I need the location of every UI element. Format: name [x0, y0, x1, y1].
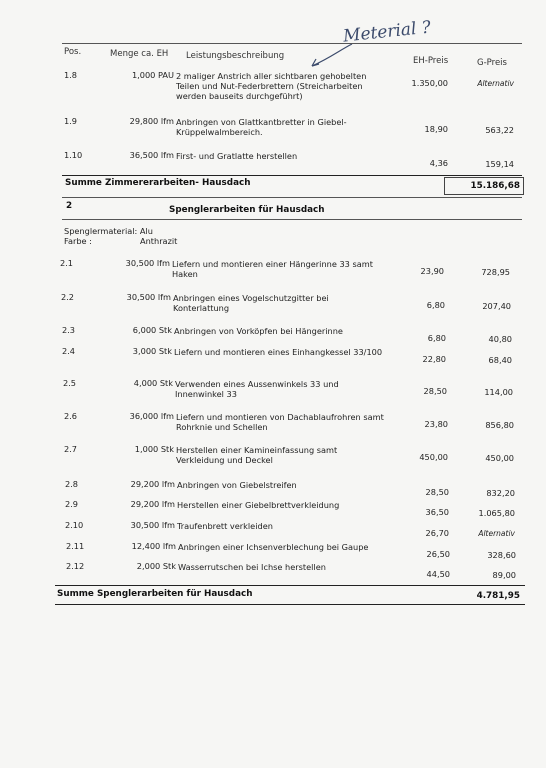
spengler-row-pos: 2.3: [62, 325, 76, 335]
spengler-row-qty: 36,000 lfm: [129, 411, 174, 421]
spengler-row-g-preis: 856,80: [485, 420, 514, 430]
spengler-row-description: Liefern und montieren eines Einhangkessel 33/100: [174, 347, 383, 357]
spengler-row-pos: 2.6: [64, 411, 78, 421]
header-g-preis: G-Preis: [477, 58, 507, 68]
zimmerer-row-qty: 36,500 lfm: [129, 150, 174, 160]
spengler-row-pos: 2.12: [66, 561, 85, 571]
material-farbe-label: Farbe :: [64, 236, 92, 246]
spengler-row-description: Anbringen von Giebelstreifen: [177, 480, 297, 490]
spengler-row-qty: 29,200 lfm: [130, 499, 175, 509]
zimmerer-row-pos: 1.9: [64, 116, 78, 126]
spengler-row-qty: 1,000 Stk: [134, 444, 174, 454]
zimmerer-row-description: Anbringen von Glattkantbretter in Giebel-Krüppelwalmbereich.: [176, 117, 347, 137]
spengler-row-g-preis: 450,00: [485, 453, 514, 463]
section2-title: Spenglerarbeiten für Hausdach: [169, 205, 325, 215]
header-menge-eh: Menge ca. EH: [110, 49, 169, 59]
spengler-row-eh-preis: 26,70: [425, 528, 449, 538]
spengler-row-eh-preis: 450,00: [419, 452, 448, 462]
spengler-row-qty: 2,000 Stk: [136, 561, 176, 571]
spengler-row-pos: 2.9: [65, 499, 79, 509]
spengler-row-g-preis: 328,60: [487, 550, 516, 560]
spengler-row-qty: 30,500 lfm: [125, 258, 170, 268]
spengler-row-description: Liefern und montieren einer Hängerinne 33 samt Haken: [172, 259, 373, 279]
zimmerer-row-pos: 1.10: [64, 150, 83, 160]
spengler-row-qty: 6,000 Stk: [132, 325, 172, 335]
spengler-row-description: Anbringen einer Ichsenverblechung bei Gaupe: [178, 542, 369, 552]
summe-spengler-value: 4.781,95: [476, 591, 520, 601]
spengler-row-qty: 3,000 Stk: [132, 346, 172, 356]
summe-spengler-label: Summe Spenglerarbeiten für Hausdach: [57, 589, 253, 599]
zimmerer-row-g-preis: 159,14: [485, 159, 514, 169]
zimmerer-row-eh-preis: 18,90: [424, 124, 448, 134]
section2-rule-bottom: [62, 219, 522, 220]
zimmerer-row-qty: 1,000 PAU: [131, 70, 174, 80]
zimmerer-row-eh-preis: 4,36: [429, 158, 448, 168]
header-eh-preis: EH-Preis: [413, 56, 449, 66]
summe-zimmerer-rule: [62, 175, 522, 176]
spengler-row-pos: 2.10: [65, 520, 84, 530]
zimmerer-row-eh-preis: 1.350,00: [411, 78, 448, 88]
spengler-row-eh-preis: 28,50: [423, 386, 447, 396]
spengler-row-description: Wasserrutschen bei Ichse herstellen: [178, 562, 326, 572]
spengler-row-qty: 30,500 lfm: [126, 292, 171, 302]
spengler-row-g-preis: 40,80: [488, 334, 512, 344]
spengler-row-description: Herstellen einer Kamineinfassung samt Verkleidung und Deckel: [176, 445, 338, 465]
spengler-row-eh-preis: 6,80: [426, 300, 445, 310]
material-farbe-value: Anthrazit: [140, 236, 178, 246]
header-pos: Pos.: [64, 47, 82, 57]
spengler-row-g-preis: Alternativ: [478, 529, 515, 538]
handwritten-arrow: [300, 40, 360, 70]
spengler-row-pos: 2.7: [64, 444, 78, 454]
summe-zimmerer-value: 15.186,68: [470, 181, 520, 191]
spengler-row-eh-preis: 23,90: [420, 266, 444, 276]
spengler-row-qty: 30,500 lfm: [130, 520, 175, 530]
spengler-row-g-preis: 1.065,80: [478, 508, 515, 518]
section2-number: 2: [66, 201, 73, 211]
spengler-row-pos: 2.8: [65, 479, 79, 489]
spengler-row-qty: 4,000 Stk: [133, 378, 173, 388]
spengler-row-description: Verwenden eines Aussenwinkels 33 und Innenwinkel 33: [175, 379, 339, 399]
zimmerer-row-description: First- und Gratlatte herstellen: [176, 151, 298, 161]
section2-rule-top: [62, 197, 522, 198]
spengler-row-eh-preis: 23,80: [424, 419, 448, 429]
spengler-row-eh-preis: 26,50: [426, 549, 450, 559]
spengler-row-description: Herstellen einer Giebelbrettverkleidung: [177, 500, 340, 510]
summe-spengler-rule-top: [55, 585, 525, 586]
spengler-row-eh-preis: 28,50: [425, 487, 449, 497]
spengler-row-description: Anbringen von Vorköpfen bei Hängerinne: [174, 326, 343, 336]
spengler-row-g-preis: 68,40: [488, 355, 512, 365]
spengler-row-eh-preis: 6,80: [427, 333, 446, 343]
spengler-row-eh-preis: 44,50: [426, 569, 450, 579]
summe-spengler-rule-bottom: [55, 604, 525, 605]
spengler-row-g-preis: 832,20: [486, 488, 515, 498]
summe-zimmerer-label: Summe Zimmererarbeiten- Hausdach: [65, 178, 251, 188]
spengler-row-qty: 12,400 lfm: [131, 541, 176, 551]
spengler-row-description: Anbringen eines Vogelschutzgitter bei Konterlattung: [173, 293, 329, 313]
header-rule-top: [62, 43, 522, 44]
spengler-row-description: Traufenbrett verkleiden: [177, 521, 273, 531]
spengler-row-g-preis: 114,00: [484, 387, 513, 397]
spengler-row-pos: 2.1: [60, 258, 74, 268]
spengler-row-pos: 2.11: [66, 541, 85, 551]
header-leistung: Leistungsbeschreibung: [186, 51, 285, 61]
spengler-row-pos: 2.4: [62, 346, 76, 356]
handwritten-note: Meterial ?: [342, 17, 432, 47]
zimmerer-row-pos: 1.8: [64, 70, 78, 80]
spengler-row-g-preis: 89,00: [492, 570, 516, 580]
spengler-row-description: Liefern und montieren von Dachablaufrohren samt Rohrknie und Schellen: [176, 412, 384, 432]
spengler-row-pos: 2.5: [63, 378, 77, 388]
material-line1: Spenglermaterial: Alu: [64, 226, 153, 236]
spengler-row-qty: 29,200 lfm: [130, 479, 175, 489]
zimmerer-row-qty: 29,800 lfm: [129, 116, 174, 126]
spengler-row-eh-preis: 36,50: [425, 507, 449, 517]
spengler-row-pos: 2.2: [61, 292, 75, 302]
spengler-row-g-preis: 728,95: [481, 267, 510, 277]
zimmerer-row-g-preis: Alternativ: [477, 79, 514, 88]
zimmerer-row-g-preis: 563,22: [485, 125, 514, 135]
spengler-row-g-preis: 207,40: [482, 301, 511, 311]
zimmerer-row-description: 2 maliger Anstrich aller sichtbaren gehobelten Teilen und Nut-Federbrettern (Streicharbeiten werden bauseits durchgeführt): [176, 71, 367, 101]
spengler-row-eh-preis: 22,80: [422, 354, 446, 364]
